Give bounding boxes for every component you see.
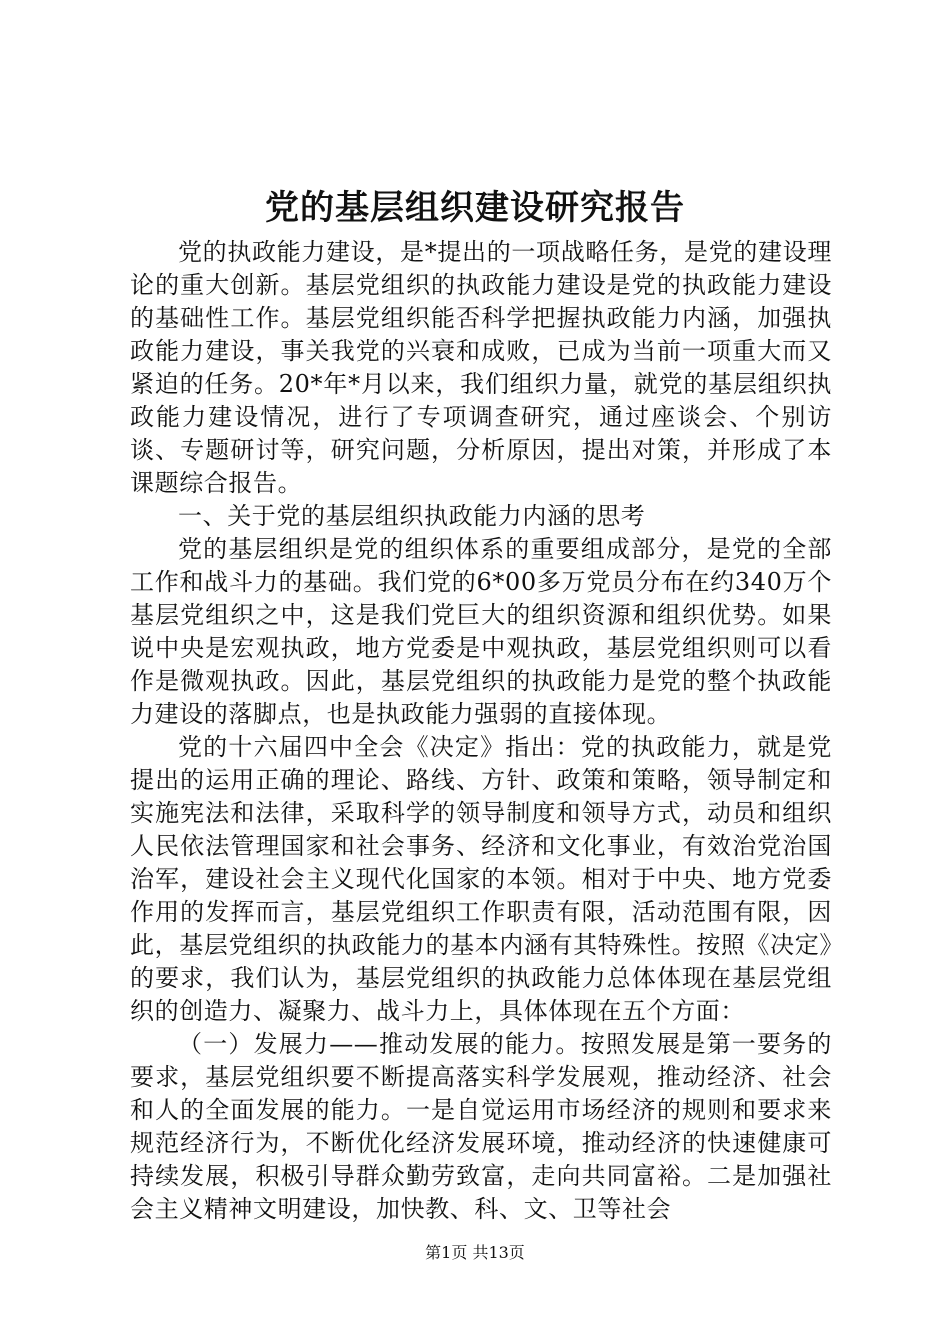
page-footer: 第1页 共13页 [425, 1243, 525, 1262]
paragraph-organization: 党的基层组织是党的组织体系的重要组成部分，是党的全部工作和战斗力的基础。我们党的6*00多万党员分布在约340万个基层党组织之中，这是我们党巨大的组织资源和组织优势。如果说中央是宏观执政，地方党委是中观执政，基层党组织则可以看作是微观执政。因此，基层党组织的执政能力是党的整个执政能力建设的落脚点，也是执政能力强弱的直接体现。 [130, 535, 832, 728]
paragraph-decision: 党的十六届四中全会《决定》指出：党的执政能力，就是党提出的运用正确的理论、路线、方针、政策和策略，领导制定和实施宪法和法律，采取科学的领导制度和领导方式，动员和组织人民依法管理国家和社会事务、经济和文化事业，有效治党治国治军，建设社会主义现代化国家的本领。相对于中央、地方党委作用的发挥而言，基层党组织工作职责有限，活动范围有限，因此，基层党组织的执政能力的基本内涵有其特殊性。按照《决定》的要求，我们认为，基层党组织的执政能力总体体现在基层党组织的创造力、凝聚力、战斗力上，具体体现在五个方面： [130, 733, 832, 1025]
paragraph-development: （一）发展力——推动发展的能力。按照发展是第一要务的要求，基层党组织要不断提高落实科学发展观，推动经济、社会和人的全面发展的能力。一是自觉运用市场经济的规则和要求来规范经济行为，不断优化经济发展环境，推动经济的快速健康可持续发展，积极引导群众勤劳致富，走向共同富裕。二是加强社会主义精神文明建设，加快教、科、文、卫等社会 [130, 1030, 832, 1223]
document-body [130, 236, 832, 1226]
document-title: 党的基层组织建设研究报告 [265, 188, 685, 228]
section-heading-1: 一、关于党的基层组织执政能力内涵的思考 [178, 502, 646, 530]
paragraph-intro: 党的执政能力建设，是*提出的一项战略任务，是党的建设理论的重大创新。基层党组织的执政能力建设是党的执政能力建设的基础性工作。基层党组织能否科学把握执政能力内涵，加强执政能力建设，事关我党的兴衰和成败，已成为当前一项重大而又紧迫的任务。20*年*月以来，我们组织力量，就党的基层组织执政能力建设情况，进行了专项调查研究，通过座谈会、个别访谈、专题研讨等，研究问题，分析原因，提出对策，并形成了本课题综合报告。 [130, 238, 832, 497]
